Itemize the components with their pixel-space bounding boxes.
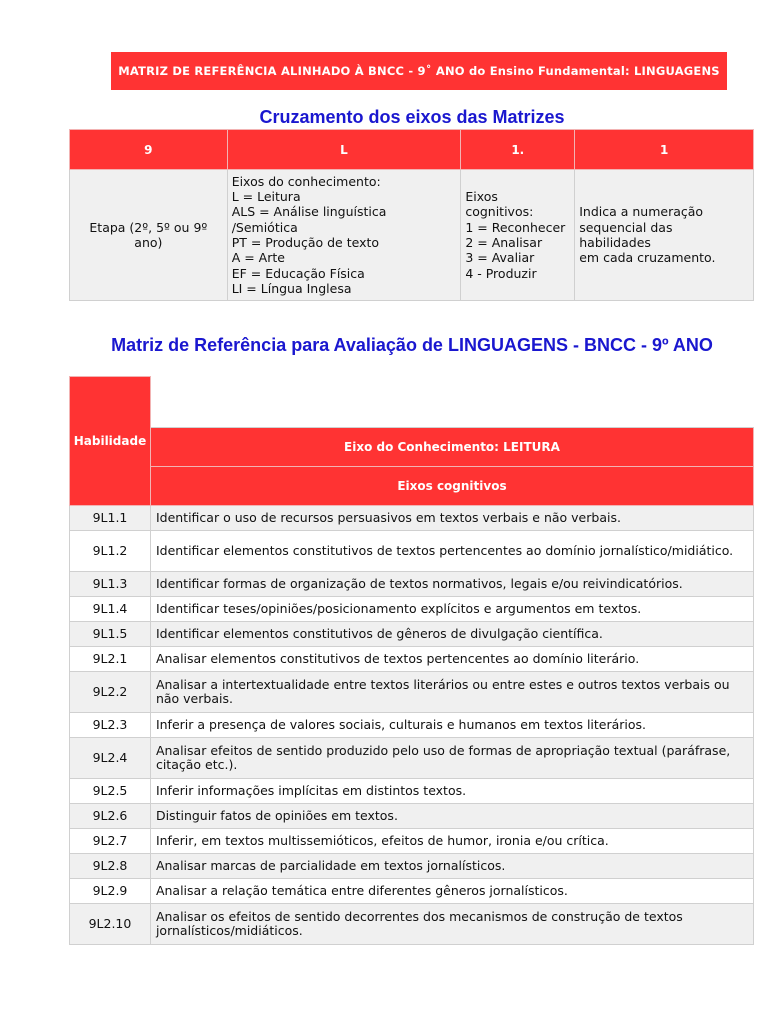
matrix-title: Matriz de Referência para Avaliação de LINGUAGENS - BNCC - 9º ANO [111,335,713,355]
knowledge-axis-line: /Semiótica [231,219,298,235]
skill-description: Analisar os efeitos de sentido decorrentes dos mecanismos de construção de textos jornalísticos/midiáticos. [150,904,753,945]
knowledge-axis-line: LI = Língua Inglesa [231,280,352,296]
skill-code: 9L1.5 [70,622,151,647]
skill-row [70,506,754,531]
skill-code: 9L2.2 [70,672,151,713]
skill-code: 9L2.6 [70,804,151,829]
skill-code: 9L2.5 [70,779,151,804]
matrix-header-row [70,377,754,428]
cognitive-axis-line: 4 - Produzir [465,265,537,281]
stage-cell [70,170,228,301]
crossing-title: Cruzamento dos eixos das Matrizes [259,107,565,127]
cognitive-axis-line: 1 = Reconhecer [465,219,566,235]
banner-text: MATRIZ DE REFERÊNCIA ALINHADO À BNCC - 9˚ ANO do Ensino Fundamental: LINGUAGENS [118,64,720,78]
numbering-line: em cada cruzamento. [579,250,716,266]
crossing-header-cell: 1 [575,130,754,170]
numbering-line: sequencial das [579,219,673,235]
crossing-header-cell: L [227,130,461,170]
skill-row [70,572,754,597]
knowledge-axis-line: A = Arte [231,250,285,266]
cognitive-axis-line: cognitivos: [465,204,534,220]
skill-code: 9L2.8 [70,854,151,879]
skill-row [70,622,754,647]
skill-description: Inferir a presença de valores sociais, culturais e humanos em textos literários. [150,713,753,738]
skill-code: 9L1.2 [70,531,151,572]
skill-description: Identificar o uso de recursos persuasivos em textos verbais e não verbais. [150,506,753,531]
skill-description: Analisar efeitos de sentido produzido pelo uso de formas de apropriação textual (paráfrase, citação etc.). [150,738,753,779]
crossing-header-cell: 1. [461,130,575,170]
skill-row [70,597,754,622]
skill-row [70,904,754,945]
skill-row [70,738,754,779]
skill-code: 9L2.10 [70,904,151,945]
skill-code: 9L2.9 [70,879,151,904]
numbering-line: Indica a numeração [579,204,704,220]
skill-description: Distinguir fatos de opiniões em textos. [150,804,753,829]
knowledge-axis-line: L = Leitura [231,189,301,205]
document-banner [111,52,727,90]
skill-description: Identificar teses/opiniões/posicionamento explícitos e argumentos em textos. [150,597,753,622]
skill-description: Inferir informações implícitas em distintos textos. [150,779,753,804]
skill-row [70,804,754,829]
crossing-header-cell: 9 [70,130,228,170]
skill-description: Analisar a intertextualidade entre textos literários ou entre estes e outros textos verbais ou não verbais. [150,672,753,713]
habilidade-header: Habilidade [70,377,151,506]
skill-row [70,672,754,713]
skill-code: 9L2.7 [70,829,151,854]
crossing-body-row [70,170,754,301]
header-spacer [150,377,753,428]
skill-row [70,713,754,738]
cognitive-axis-line: 3 = Avaliar [465,250,535,266]
skill-description: Identificar elementos constitutivos de textos pertencentes ao domínio jornalístico/midiático. [150,531,753,572]
numbering-line: habilidades [579,235,651,250]
knowledge-axis-line: Eixos do conhecimento: [231,173,381,189]
crossing-header-row [70,130,754,170]
skill-description: Identificar elementos constitutivos de gêneros de divulgação científica. [150,622,753,647]
skill-rows [70,506,754,945]
skill-row [70,879,754,904]
skill-code: 9L1.3 [70,572,151,597]
cognitive-header-row [70,467,754,506]
skill-code: 9L2.3 [70,713,151,738]
skill-row [70,531,754,572]
skill-description: Analisar marcas de parcialidade em textos jornalísticos. [150,854,753,879]
knowledge-axis-line: PT = Produção de texto [231,235,380,250]
skill-row [70,779,754,804]
skill-code: 9L1.1 [70,506,151,531]
skill-description: Identificar formas de organização de textos normativos, legais e/ou reivindicatórios. [150,572,753,597]
skills-matrix-table [69,376,754,945]
skill-code: 9L2.4 [70,738,151,779]
skill-code: 9L1.4 [70,597,151,622]
numbering-cell [575,170,754,301]
skill-row [70,854,754,879]
skill-description: Analisar elementos constitutivos de textos pertencentes ao domínio literário. [150,647,753,672]
knowledge-axes-cell [227,170,461,301]
cognitive-axis-line: 2 = Analisar [465,235,543,250]
skill-description: Analisar a relação temática entre diferentes gêneros jornalísticos. [150,879,753,904]
cognitive-header: Eixos cognitivos [150,467,753,506]
skill-code: 9L2.1 [70,647,151,672]
knowledge-axis-line: EF = Educação Física [231,265,365,281]
skill-row [70,829,754,854]
cognitive-axes-cell [461,170,575,301]
skill-row [70,647,754,672]
crossing-table [69,129,754,301]
skill-description: Inferir, em textos multissemióticos, efeitos de humor, ironia e/ou crítica. [150,829,753,854]
eixo-header: Eixo do Conhecimento: LEITURA [150,428,753,467]
eixo-header-row [70,428,754,467]
knowledge-axis-line: ALS = Análise linguística [231,204,387,220]
stage-text: Etapa (2º, 5º ou 9º ano) [89,219,208,250]
cognitive-axis-line: Eixos [465,189,498,205]
